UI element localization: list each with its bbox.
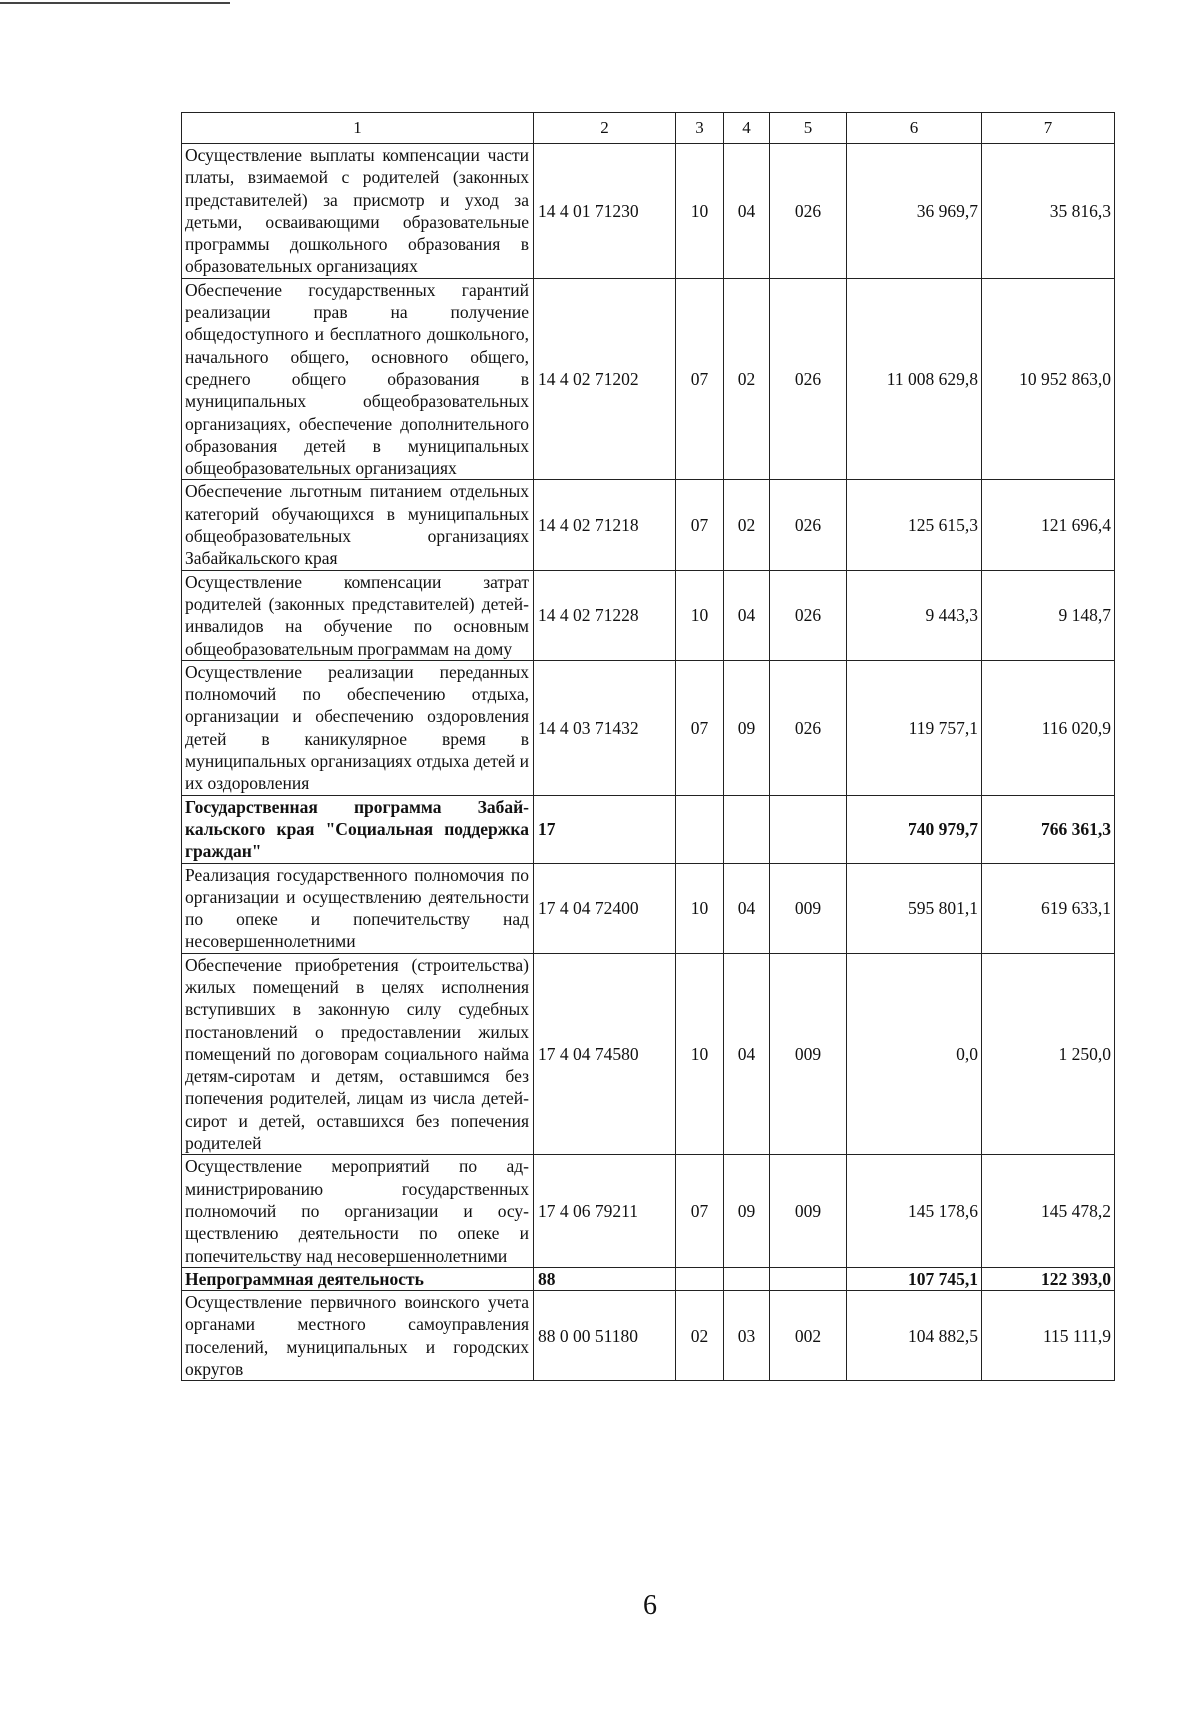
header-row <box>182 113 1115 144</box>
row-description: Обеспечение льготным питанием отдельных категорий обучающихся в муниципальных общеобразовательных организациях Забайкальского края <box>182 480 534 570</box>
header-cell-6: 6 <box>847 113 982 144</box>
row-amount-2: 35 816,3 <box>982 144 1115 279</box>
row-section: 07 <box>676 278 724 480</box>
row-code: 17 4 06 79211 <box>534 1155 676 1267</box>
row-amount-1: 145 178,6 <box>847 1155 982 1267</box>
row-code: 14 4 03 71432 <box>534 660 676 795</box>
row-subsection: 03 <box>724 1291 770 1381</box>
row-section: 02 <box>676 1291 724 1381</box>
row-code: 14 4 02 71228 <box>534 570 676 660</box>
table-row <box>182 953 1115 1155</box>
row-section: 10 <box>676 144 724 279</box>
table-body <box>182 113 1115 1381</box>
header-cell-5: 5 <box>770 113 847 144</box>
row-code: 14 4 01 71230 <box>534 144 676 279</box>
row-admin-code: 026 <box>770 144 847 279</box>
row-description: Осуществление мероприятий по администрированию государственных полномочий по организации и осуществлению деятельности по опеке и попечительству над несовершеннолетними <box>182 1155 534 1267</box>
row-code: 17 4 04 74580 <box>534 953 676 1155</box>
row-description: Осуществление компенсации затрат родителей (законных представителей) детей-инвалидов на обучение по основным общеобразовательным программам на дому <box>182 570 534 660</box>
row-admin-code: 026 <box>770 570 847 660</box>
row-amount-2: 9 148,7 <box>982 570 1115 660</box>
row-code: 17 <box>534 795 676 863</box>
row-section: 10 <box>676 953 724 1155</box>
row-subsection <box>724 795 770 863</box>
row-amount-1: 125 615,3 <box>847 480 982 570</box>
row-subsection <box>724 1267 770 1290</box>
row-amount-2: 115 111,9 <box>982 1291 1115 1381</box>
row-code: 14 4 02 71218 <box>534 480 676 570</box>
table-row <box>182 1155 1115 1267</box>
row-amount-1: 119 757,1 <box>847 660 982 795</box>
header-cell-1: 1 <box>182 113 534 144</box>
row-amount-2: 116 020,9 <box>982 660 1115 795</box>
row-amount-1: 11 008 629,8 <box>847 278 982 480</box>
scan-edge-mark <box>0 2 230 4</box>
row-description: Обеспечение приобретения (строительства) жилых помещений в целях исполнения вступивших в законную силу судебных постановлений о предоставлении жилых помещений по договорам социального найма детям-сиротам и детям, оставшимся без попечения родителей, лицам из числа детей-сирот и детей, оставшихся без попечения родителей <box>182 953 534 1155</box>
row-amount-2: 121 696,4 <box>982 480 1115 570</box>
header-cell-4: 4 <box>724 113 770 144</box>
row-amount-2: 1 250,0 <box>982 953 1115 1155</box>
row-description: Осуществление реализации переданных полномочий по обеспечению отдыха, организации и обеспечению оздоровления детей в каникулярное время в муниципальных организациях отдыха детей и их оздоровления <box>182 660 534 795</box>
row-admin-code: 026 <box>770 480 847 570</box>
table-row <box>182 660 1115 795</box>
table-row <box>182 863 1115 953</box>
row-subsection: 02 <box>724 480 770 570</box>
row-section <box>676 795 724 863</box>
row-section: 07 <box>676 660 724 795</box>
row-admin-code: 026 <box>770 278 847 480</box>
row-section <box>676 1267 724 1290</box>
row-description: Реализация государственного полномочия по организации и осуществлению деятельности по опеке и попечительству над несовершеннолетними <box>182 863 534 953</box>
row-subsection: 04 <box>724 953 770 1155</box>
row-admin-code <box>770 1267 847 1290</box>
row-amount-1: 107 745,1 <box>847 1267 982 1290</box>
row-amount-2: 122 393,0 <box>982 1267 1115 1290</box>
row-description: Обеспечение государственных гарантий реализации прав на получение общедоступного и бесплатного дошкольного, начального общего, основного общего, среднего общего образования в муниципальных общеобразовательных организациях, обеспечение дополнительного образования детей в муниципальных общеобразовательных организациях <box>182 278 534 480</box>
row-amount-2: 145 478,2 <box>982 1155 1115 1267</box>
row-admin-code <box>770 795 847 863</box>
row-subsection: 09 <box>724 660 770 795</box>
row-description: Осуществление первичного воинского учета органами местного самоуправления поселений, муниципальных и городских округов <box>182 1291 534 1381</box>
header-cell-3: 3 <box>676 113 724 144</box>
page-number: 6 <box>643 1590 657 1621</box>
row-code: 14 4 02 71202 <box>534 278 676 480</box>
row-section: 07 <box>676 1155 724 1267</box>
row-amount-2: 10 952 863,0 <box>982 278 1115 480</box>
row-section: 10 <box>676 570 724 660</box>
table-row <box>182 1291 1115 1381</box>
row-description: Государственная программа Забайкальского края "Социальная поддержка граждан" <box>182 795 534 863</box>
row-section: 10 <box>676 863 724 953</box>
row-section: 07 <box>676 480 724 570</box>
row-description: Непрограммная деятельность <box>182 1267 534 1290</box>
row-subsection: 09 <box>724 1155 770 1267</box>
row-amount-2: 766 361,3 <box>982 795 1115 863</box>
budget-table <box>181 112 1115 1381</box>
table-row <box>182 278 1115 480</box>
row-admin-code: 009 <box>770 1155 847 1267</box>
row-subsection: 02 <box>724 278 770 480</box>
row-amount-1: 104 882,5 <box>847 1291 982 1381</box>
table-row <box>182 795 1115 863</box>
row-amount-1: 9 443,3 <box>847 570 982 660</box>
row-subsection: 04 <box>724 570 770 660</box>
row-code: 88 0 00 51180 <box>534 1291 676 1381</box>
row-admin-code: 026 <box>770 660 847 795</box>
row-amount-1: 0,0 <box>847 953 982 1155</box>
row-amount-1: 595 801,1 <box>847 863 982 953</box>
header-cell-7: 7 <box>982 113 1115 144</box>
row-subsection: 04 <box>724 144 770 279</box>
row-description: Осуществление выплаты компенсации части платы, взимаемой с родителей (законных представителей) за присмотр и уход за детьми, осваивающими образовательные программы дошкольного образования в образовательных организациях <box>182 144 534 279</box>
row-amount-1: 740 979,7 <box>847 795 982 863</box>
table-row <box>182 1267 1115 1290</box>
row-subsection: 04 <box>724 863 770 953</box>
table-row <box>182 144 1115 279</box>
row-admin-code: 009 <box>770 953 847 1155</box>
row-amount-1: 36 969,7 <box>847 144 982 279</box>
row-code: 88 <box>534 1267 676 1290</box>
row-amount-2: 619 633,1 <box>982 863 1115 953</box>
table-row <box>182 480 1115 570</box>
row-admin-code: 002 <box>770 1291 847 1381</box>
row-code: 17 4 04 72400 <box>534 863 676 953</box>
row-admin-code: 009 <box>770 863 847 953</box>
table-row <box>182 570 1115 660</box>
header-cell-2: 2 <box>534 113 676 144</box>
